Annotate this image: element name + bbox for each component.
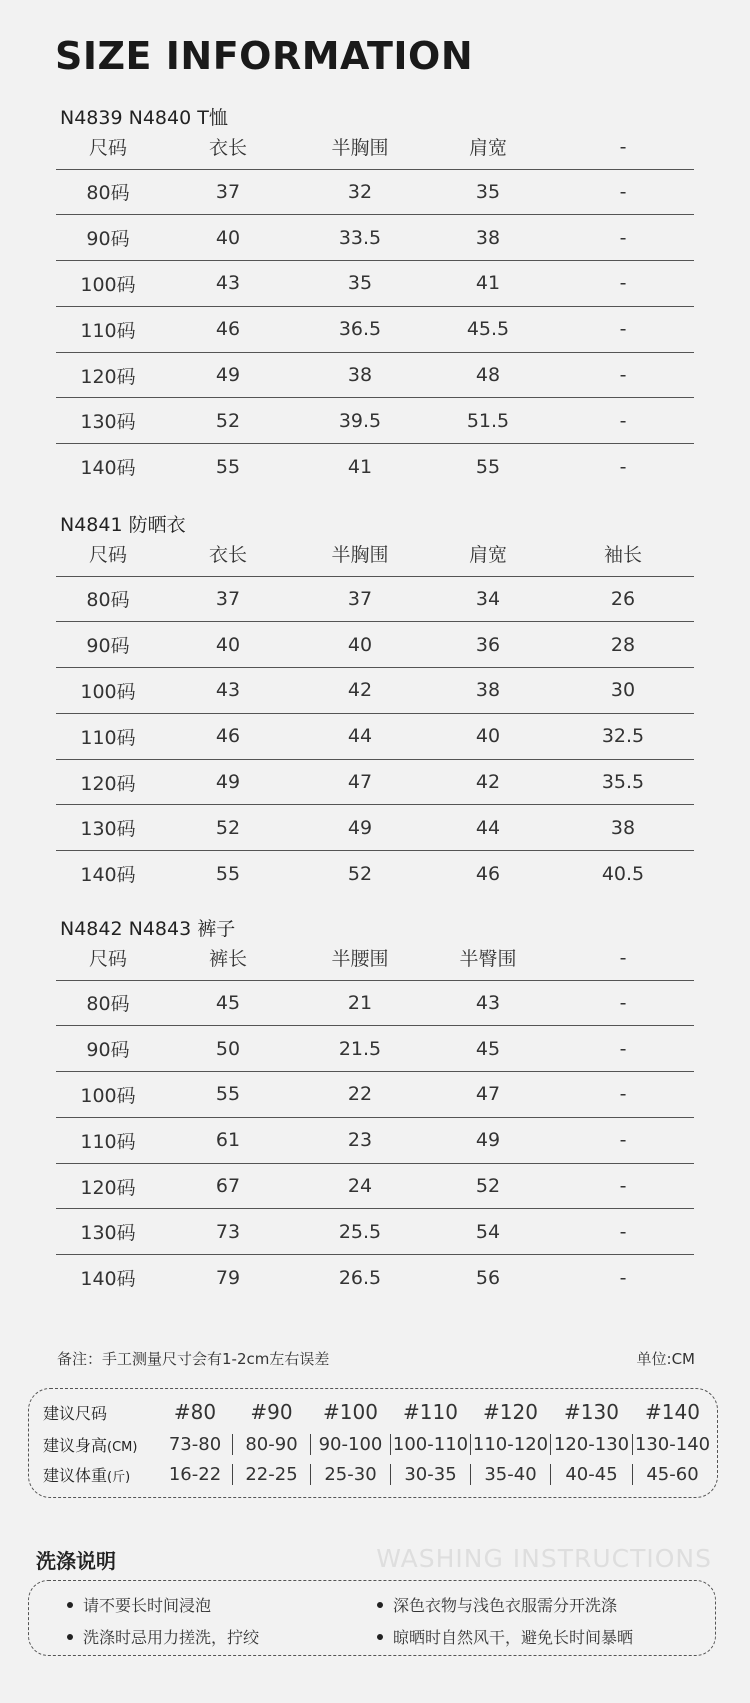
table-cell: 46	[160, 713, 296, 759]
recommend-size-row	[29, 1397, 717, 1427]
table-cell: 41	[424, 261, 552, 307]
table-cell: 32.5	[552, 713, 694, 759]
table-row	[56, 851, 694, 897]
size-table-pants	[56, 936, 694, 1301]
table-cell: 100码	[56, 668, 160, 714]
table-cell: 120码	[56, 1163, 160, 1209]
table-cell: 52	[160, 398, 296, 444]
table-cell: 49	[296, 805, 424, 851]
table-header-row	[56, 125, 694, 169]
table-cell: -	[552, 1163, 694, 1209]
header-cell: 肩宽	[468, 544, 507, 567]
table-cell: 25.5	[296, 1209, 424, 1255]
header-cell: 半胸围	[331, 137, 389, 160]
recommend-height-unit: (CM)	[107, 1439, 138, 1455]
header-cell: 裤长	[208, 948, 247, 971]
washing-title: 洗涤说明	[36, 1549, 116, 1573]
table-cell: 45.5	[424, 306, 552, 352]
table-cell: -	[552, 980, 694, 1026]
table-cell: 140码	[56, 1255, 160, 1301]
table-cell: 40	[424, 713, 552, 759]
table-row	[56, 980, 694, 1026]
table-cell: 35	[296, 261, 424, 307]
table-cell: 120码	[56, 759, 160, 805]
recommend-size: #90	[250, 1400, 293, 1424]
table-cell: 67	[160, 1163, 296, 1209]
header-cell: -	[619, 135, 627, 158]
recommend-size: #110	[403, 1400, 458, 1424]
washing-item	[377, 1593, 617, 1616]
table-cell: -	[552, 1026, 694, 1072]
table-cell: 45	[424, 1026, 552, 1072]
table-cell: 110码	[56, 306, 160, 352]
table-cell: 80码	[56, 576, 160, 622]
table-cell: 39.5	[296, 398, 424, 444]
table-cell: 130码	[56, 805, 160, 851]
table-row	[56, 444, 694, 490]
header-cell: 衣长	[208, 544, 247, 567]
recommend-size: #120	[483, 1400, 538, 1424]
table-cell: 42	[424, 759, 552, 805]
washing-box	[28, 1580, 716, 1656]
recommend-weight: 25-30	[310, 1464, 390, 1485]
table-cell: -	[552, 215, 694, 261]
bullet-icon	[377, 1634, 383, 1640]
header-cell: 肩宽	[468, 137, 507, 160]
recommend-height: 120-130	[550, 1434, 632, 1455]
table-cell: 80码	[56, 980, 160, 1026]
bullet-icon	[67, 1602, 73, 1608]
table-cell: 46	[424, 851, 552, 897]
table-cell: 79	[160, 1255, 296, 1301]
bullet-icon	[67, 1634, 73, 1640]
header-cell: 半臀围	[459, 948, 517, 971]
table-header-row	[56, 936, 694, 980]
table-cell: 41	[296, 444, 424, 490]
table-cell: 43	[424, 980, 552, 1026]
recommend-weight: 16-22	[168, 1463, 222, 1485]
table-cell: 34	[424, 576, 552, 622]
table-cell: 130码	[56, 1209, 160, 1255]
table-cell: -	[552, 1072, 694, 1118]
table-row	[56, 576, 694, 622]
table-cell: 44	[296, 713, 424, 759]
table-cell: 55	[160, 1072, 296, 1118]
table-cell: 110码	[56, 1117, 160, 1163]
washing-item-text: 请不要长时间浸泡	[83, 1596, 212, 1615]
section-title-sunscreen: N4841 防晒衣	[60, 514, 186, 536]
table-cell: 80码	[56, 169, 160, 215]
table-cell: 26	[552, 576, 694, 622]
table-cell: 21	[296, 980, 424, 1026]
recommend-height: 130-140	[632, 1434, 712, 1455]
table-cell: 40.5	[552, 851, 694, 897]
table-cell: 110码	[56, 713, 160, 759]
washing-item-text: 深色衣物与浅色衣服需分开洗涤	[393, 1596, 618, 1615]
washing-title-en: WASHING INSTRUCTIONS	[376, 1544, 712, 1573]
recommend-weight: 40-45	[550, 1464, 632, 1485]
table-row	[56, 169, 694, 215]
table-cell: -	[552, 444, 694, 490]
table-cell: 24	[296, 1163, 424, 1209]
table-cell: 52	[160, 805, 296, 851]
table-row	[56, 398, 694, 444]
page-title: SIZE INFORMATION	[55, 34, 474, 78]
washing-item	[377, 1625, 633, 1648]
header-cell: 尺码	[88, 137, 127, 160]
table-cell: 100码	[56, 261, 160, 307]
recommendation-box	[28, 1388, 718, 1498]
table-cell: 61	[160, 1117, 296, 1163]
recommend-size: #130	[564, 1400, 619, 1424]
recommend-weight-label	[29, 1463, 157, 1486]
table-cell: 90码	[56, 215, 160, 261]
table-cell: 130码	[56, 398, 160, 444]
table-cell: 26.5	[296, 1255, 424, 1301]
table-row	[56, 713, 694, 759]
table-cell: 43	[160, 668, 296, 714]
washing-item-text: 晾晒时自然风干，避免长时间暴晒	[393, 1628, 634, 1647]
table-cell: 22	[296, 1072, 424, 1118]
table-row	[56, 1026, 694, 1072]
table-cell: 51.5	[424, 398, 552, 444]
recommend-height: 110-120	[470, 1434, 550, 1455]
recommend-weight: 30-35	[390, 1464, 470, 1485]
table-cell: -	[552, 398, 694, 444]
washing-item	[67, 1593, 211, 1616]
table-cell: 50	[160, 1026, 296, 1072]
recommend-height: 80-90	[232, 1434, 310, 1455]
table-cell: 30	[552, 668, 694, 714]
table-cell: 38	[296, 352, 424, 398]
table-cell: -	[552, 1255, 694, 1301]
table-row	[56, 261, 694, 307]
table-cell: 38	[424, 668, 552, 714]
table-cell: 44	[424, 805, 552, 851]
table-cell: 140码	[56, 444, 160, 490]
table-cell: 49	[160, 352, 296, 398]
header-cell: 半胸围	[331, 544, 389, 567]
section-title-pants: N4842 N4843 裤子	[60, 918, 236, 940]
table-cell: 90码	[56, 1026, 160, 1072]
table-cell: 120码	[56, 352, 160, 398]
table-cell: 55	[424, 444, 552, 490]
table-cell: -	[552, 261, 694, 307]
table-cell: 52	[424, 1163, 552, 1209]
table-cell: 46	[160, 306, 296, 352]
table-cell: -	[552, 169, 694, 215]
table-row	[56, 1255, 694, 1301]
table-row	[56, 215, 694, 261]
table-cell: 37	[160, 576, 296, 622]
table-cell: 36.5	[296, 306, 424, 352]
size-table-sunscreen	[56, 532, 694, 897]
recommend-weight-row	[29, 1459, 717, 1489]
table-row	[56, 306, 694, 352]
table-cell: 48	[424, 352, 552, 398]
table-cell: 49	[160, 759, 296, 805]
table-cell: 35.5	[552, 759, 694, 805]
table-cell: 40	[160, 622, 296, 668]
table-cell: 73	[160, 1209, 296, 1255]
table-cell: 100码	[56, 1072, 160, 1118]
table-cell: 23	[296, 1117, 424, 1163]
section-title-tshirt: N4839 N4840 T恤	[60, 107, 228, 129]
table-row	[56, 1117, 694, 1163]
table-cell: 40	[296, 622, 424, 668]
table-row	[56, 1209, 694, 1255]
table-cell: 47	[296, 759, 424, 805]
table-row	[56, 759, 694, 805]
table-cell: 45	[160, 980, 296, 1026]
recommend-weight: 22-25	[232, 1464, 310, 1485]
table-cell: 21.5	[296, 1026, 424, 1072]
table-cell: 36	[424, 622, 552, 668]
header-cell: 尺码	[88, 544, 127, 567]
washing-item	[67, 1625, 259, 1648]
table-cell: 140码	[56, 851, 160, 897]
table-row	[56, 805, 694, 851]
recommend-height: 73-80	[168, 1433, 222, 1455]
table-cell: 52	[296, 851, 424, 897]
table-cell: 37	[296, 576, 424, 622]
recommend-height: 100-110	[390, 1434, 470, 1455]
table-row	[56, 1163, 694, 1209]
table-cell: 55	[160, 444, 296, 490]
table-cell: 40	[160, 215, 296, 261]
recommend-size-label: 建议尺码	[43, 1403, 108, 1423]
table-cell: 28	[552, 622, 694, 668]
table-cell: 35	[424, 169, 552, 215]
table-cell: -	[552, 352, 694, 398]
recommend-height-row	[29, 1429, 717, 1459]
table-cell: 33.5	[296, 215, 424, 261]
recommend-size: #140	[645, 1400, 700, 1424]
recommend-weight: 45-60	[632, 1464, 712, 1485]
table-cell: 37	[160, 169, 296, 215]
table-cell: -	[552, 1209, 694, 1255]
table-cell: 54	[424, 1209, 552, 1255]
recommend-weight-unit: (斤)	[107, 1469, 131, 1485]
recommend-weight: 35-40	[470, 1464, 550, 1485]
table-row	[56, 668, 694, 714]
table-cell: 49	[424, 1117, 552, 1163]
table-row	[56, 352, 694, 398]
table-row	[56, 622, 694, 668]
table-cell: 38	[552, 805, 694, 851]
table-cell: 43	[160, 261, 296, 307]
bullet-icon	[377, 1602, 383, 1608]
header-cell: 袖长	[603, 544, 642, 567]
table-cell: 38	[424, 215, 552, 261]
header-cell: 衣长	[208, 137, 247, 160]
unit-label: 单位:CM	[636, 1350, 695, 1368]
table-cell: 42	[296, 668, 424, 714]
size-table-tshirt	[56, 125, 694, 490]
table-cell: 55	[160, 851, 296, 897]
recommend-height-text: 建议身高	[43, 1435, 108, 1455]
recommend-height: 90-100	[310, 1434, 390, 1455]
table-row	[56, 1072, 694, 1118]
table-cell: 90码	[56, 622, 160, 668]
recommend-size: #80	[173, 1400, 217, 1424]
header-cell: 半腰围	[331, 948, 389, 971]
header-cell: 尺码	[88, 948, 127, 971]
table-cell: 47	[424, 1072, 552, 1118]
table-cell: 32	[296, 169, 424, 215]
recommend-height-label	[29, 1433, 157, 1456]
washing-item-text: 洗涤时忌用力搓洗，拧绞	[83, 1628, 260, 1647]
header-cell: -	[619, 946, 627, 969]
table-cell: -	[552, 1117, 694, 1163]
table-header-row	[56, 532, 694, 576]
recommend-weight-text: 建议体重	[43, 1465, 108, 1485]
measurement-note: 备注：手工测量尺寸会有1-2cm左右误差	[57, 1350, 330, 1368]
table-cell: -	[552, 306, 694, 352]
table-cell: 56	[424, 1255, 552, 1301]
recommend-size: #100	[323, 1400, 378, 1424]
